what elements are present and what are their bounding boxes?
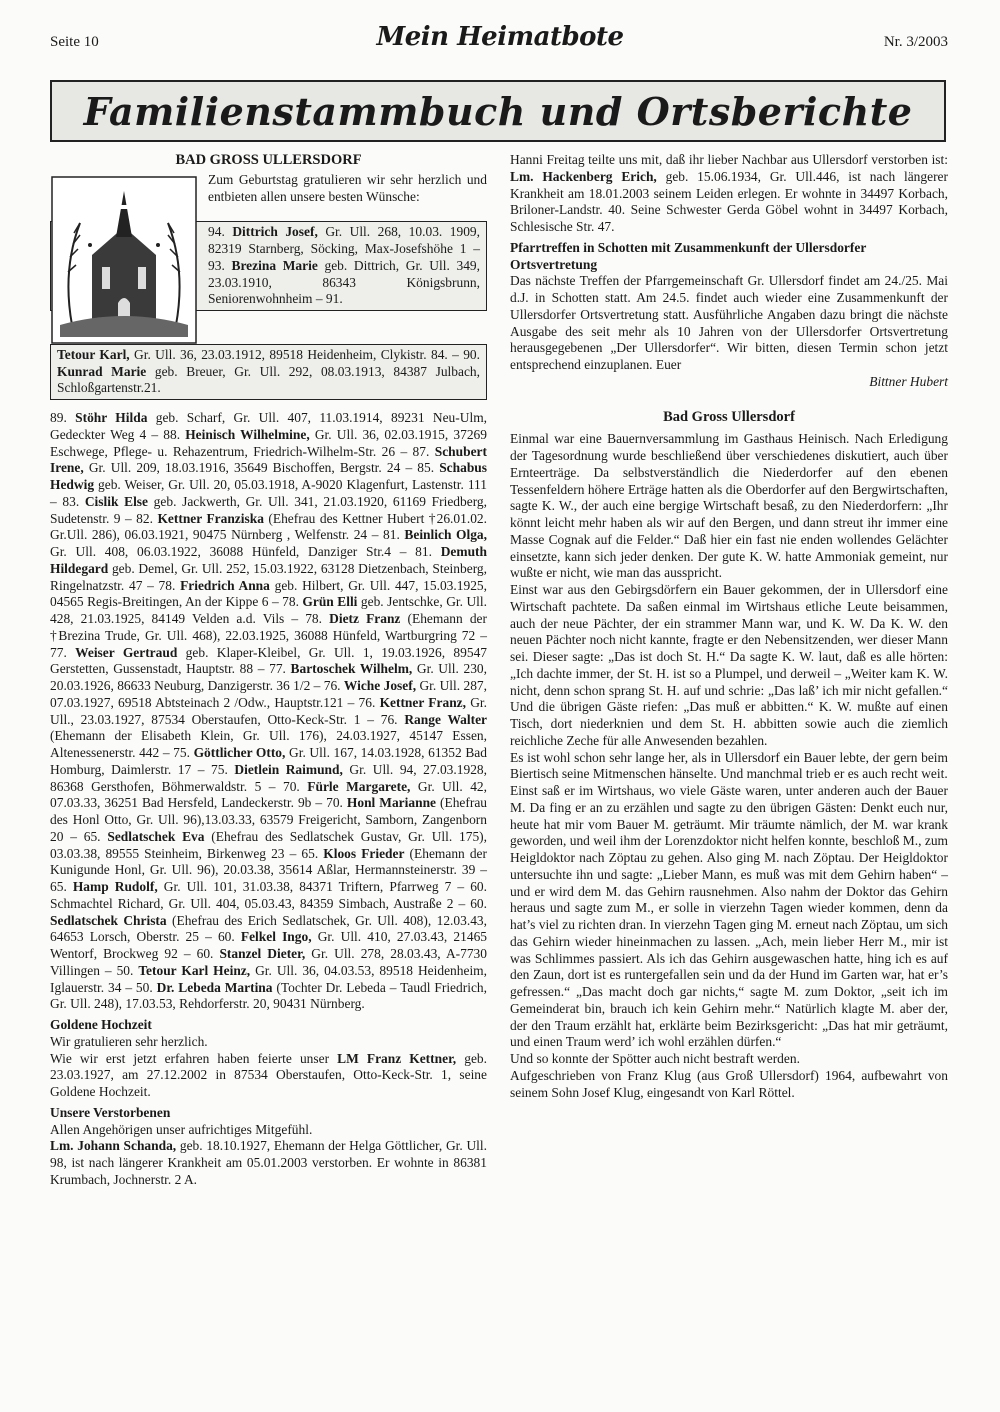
celebrant-name: Felkel Ingo,	[240, 929, 312, 945]
story-paragraph: Es ist wohl schon sehr lange her, als in Ullersdorf ein Bauer lebte, der gern beim Biertisch seine Mitmenschen hänselte. Und manchmal trieb er es auch recht weit.	[510, 749, 948, 782]
birthday-detail: geb. Klaper-Kleibel, Gr. Ull. 1, 19.03.1926, 89547 Gerstetten, Gussenstadt, Hauptstr. 88 – 77.	[50, 644, 488, 677]
birthday-detail: Gr. Ull., 23.03.1927, 87534 Oberstaufen, Otto-Keck-Str. 1 – 76.	[50, 694, 488, 727]
birthday-intro	[50, 172, 487, 345]
birthday-detail: geb. Scharf, Gr. Ull. 407, 11.03.1914, 89231 Neu-Ulm, Gedeckter Weg 4 – 88.	[50, 410, 488, 442]
celebrant-name: Beinlich Olga,	[404, 527, 487, 543]
birthday-detail: Gr. Ull. 167, 14.03.1928, 61352 Bad Homburg, Daimlerstr. 17 – 75.	[50, 745, 487, 777]
box-entries-top: 94. Dittrich Josef, Gr. Ull. 268, 10.03. 1909, 82319 Starnberg, Söcking, Max-Josefshöhe 1 – 93. Brezina Marie geb. Dittrich, Gr. Ull. 349, 23.03.1910, 86343 Königsbrunn, Seniorenwohnheim – 91.	[208, 224, 481, 307]
story-paragraph: Einst saß er im Wirtshaus, wo viele Gäste waren, unter anderen auch der Bauer M. Da fing er an zu erzählen und sagte zu den übrigen Gästen: Denkt euch nur, heute hat mir vom Bauer M. geträumt. Mir träumte nämlich, der M. war krank geworden, und weil ihm der Lorenzdoktor nicht helfen konnte, beschloß M., zum Heigldoktor nach Zöptau zu gehen. Also ging M. nach Zöptau. Der Heigldoktor untersuchte ihn und sagte: „Lieber Mann, es muß was mit dem Gehirn haben“ – und er wird dem M. das Gehirn rausnehmen. Also nahm der Doktor das Gehirn heraus und sagte zum M., er solle in vierzehn Tagen wieder kommen, denn da hat’s viel zu richten dran. In vierzehn Tagen ging M. erneut nach Zöptau, um sich das Gehirn wieder hineinmachen zu lassen. „Ach, mein lieber Herr M., mir ist was Schlimmes passiert. Als ich das Gehirn ausgewaschen hatte, hing ich es auf den Zaun, dort ist es runtergefallen sein und da der Hund im Garten war, hat er’s gefressen.“ „Das macht doch gar nichts,“ sagte M. zum Doktor, „seit ich im Gemeinderat bin, brauch ich kein Gehirn mehr.“ Natürlich klagte M. aber der, der den Traum erzählt hat, erklärte beim Bezirksgericht: „Das hat mir geträumt, und einen Traum werd’ ich wohl erzählen dürfen.“	[510, 783, 949, 1050]
page-number: Seite 10	[50, 34, 99, 50]
celebrant-name: Sedlatschek Eva	[107, 828, 205, 844]
celebrant-name: Weiser Gertraud	[75, 644, 178, 660]
celebrant-name: Honl Marianne	[346, 795, 437, 811]
celebrant-name: Range Walter	[404, 711, 487, 727]
banner-title: Familienstammbuch und Ortsberichte	[83, 88, 913, 134]
birthday-detail: geb. Jackwerth, Gr. Ull. 341, 21.03.1920, 61169 Friedberg, Sudetenstr. 9 – 82.	[50, 493, 488, 526]
celebrant-name: Hamp Rudolf,	[72, 879, 158, 894]
celebrant-name: Dr. Lebeda Martina	[156, 979, 273, 995]
section-banner	[50, 80, 946, 142]
birthday-detail: Gr. Ull. 209, 18.03.1916, 35649 Bischoffen, Bergstr. 24 – 85.	[83, 460, 440, 476]
birthday-detail: geb. Hilbert, Gr. Ull. 447, 15.03.1925, 04565 Regis-Breitingen, An der Kippe 6 – 78.	[50, 577, 487, 610]
section-heading: BAD GROSS ULLERSDORF	[175, 152, 362, 168]
celebrant-name: Fürle Margarete,	[307, 778, 411, 794]
birthday-detail: Gr. Ull. 42, 07.03.33, 36251 Bad Hersfeld, Landeckerstr. 9b – 70.	[50, 778, 487, 811]
birthday-detail: Gr. Ull. 408, 06.03.1922, 36088 Hünfeld, Danziger Str.4 – 81.	[50, 544, 441, 559]
golden-line1: Wir gratulieren sehr herzlich.	[50, 1033, 208, 1049]
celebrant-name: Dietz Franz	[329, 611, 401, 626]
celebrant-name: Dietlein Raimund,	[234, 761, 343, 777]
celebrant-name: Heinisch Wilhelmine,	[185, 426, 310, 442]
birthday-detail: Gr. Ull. 101, 31.03.38, 84371 Triftern, Pfarrweg 7 – 60. Schmachtel Richard, Gr. Ull. 404, 05.03.43, 84359 Simbach, Austraße 2 – 60.	[50, 879, 487, 911]
celebrant-name: Demuth Hildegard	[50, 544, 487, 576]
birthday-detail: Gr. Ull. 410, 27.03.43, 21465 Wentorf, Brockweg 92 – 60.	[50, 929, 488, 961]
celebrant-name: Tetour Karl Heinz,	[138, 962, 251, 978]
issue-number: Nr. 3/2003	[883, 34, 948, 50]
deceased-text: Lm. Johann Schanda, geb. 18.10.1927, Ehemann der Helga Göttlicher, Gr. Ull. 98, ist nach längerer Krankheit am 05.01.2003 verstorben. Er wohnte in 86381 Krumbach, Jochnerstr. 2 A.	[50, 1138, 487, 1187]
birthday-detail: (Ehemann der Kunigunde Honl, Gr. Ull. 96), 20.03.38, 35614 Aßlar, Hermannsteinerstr. 39 – 65.	[50, 845, 487, 894]
church-icon	[50, 175, 198, 345]
birthday-detail: (Ehefrau des Honl Otto, Gr. Ull. 96),13.03.33, 63579 Freigericht, Samborn, Zangenborn 20 – 65.	[50, 795, 488, 844]
celebrant-name: Grün Elli	[302, 594, 358, 610]
masthead-logo: Mein Heimatbote	[376, 22, 624, 52]
birthday-detail: (Ehefrau des Sedlatschek Gustav, Gr. Ull. 175), 03.03.38, 89555 Steinheim, Birkenweg 23 – 65.	[50, 828, 488, 861]
celebrant-name: Sedlatschek Christa	[50, 912, 167, 928]
celebrant-name: Schabus Hedwig	[50, 460, 487, 492]
story-paragraph: Einst war aus den Gebirgsdörfern ein Bauer gekommen, der in Ullersdorf eine Wirtschaft pachtete. Da saßen einmal im Wirtshaus etliche Leute beisammen, auch der neue Pächter, der ein strammer Mann war, und K. W. Da K. W. den neuen Pächter noch nicht kannte, fragte er den Nebensitzenden, wer dieser Mann sei. Dieser sagte: „Das ist doch St. H.“ Da sagte K. W. laut, daß es alle hörten: „Ich dachte immer, der St. H. ist so a Plumpel, und derweil – „Weiter kam K. W. nicht, denn schon sprang St. H. auf und schrie: „Das laß’ ich mir nicht gefallen.“ Und die übrigen Gäste riefen: „Das muß er abbitten.“ K. W. mußte auf einen Tisch, dort niederknien und dem St. H. abbitten sowie auch die ziemlich reichliche Zeche für alle Anwesenden bezahlen.	[510, 582, 948, 748]
deceased-line1: Allen Angehörigen unser aufrichtiges Mitgefühl.	[50, 1121, 313, 1137]
birthday-detail: 89.	[50, 410, 76, 425]
birthday-detail: Gr. Ull. 94, 27.03.1928, 86368 Gersthofen, Böhmerwaldstr. 5 – 70.	[50, 761, 487, 794]
celebrant-name: Kettner Franz,	[379, 694, 466, 710]
left-column	[50, 152, 487, 1189]
story-paragraph: Aufgeschrieben von Franz Klug (aus Groß Ullersdorf) 1964, aufbewahrt von seinem Sohn Josef Klug, eingesandt von Karl Röttel.	[510, 1067, 948, 1100]
deceased-heading: Unsere Verstorbenen	[50, 1104, 171, 1120]
birthday-detail: Gr. Ull. 278, 28.03.43, A-7730 Villingen – 50.	[50, 946, 487, 978]
celebrant-name: Bartoschek Wilhelm,	[290, 661, 413, 677]
celebrant-name: Göttlicher Otto,	[193, 745, 286, 760]
birthday-detail: (Ehefrau des Erich Sedlatschek, Gr. Ull. 408), 12.03.43, 64653 Lorsch, Oberstr. 25 – 60.	[50, 912, 487, 945]
intro-text: Zum Geburtstag gratulieren wir sehr herzlich und entbieten allen unsere besten Wünsche:	[208, 171, 487, 204]
celebrant-name: Friedrich Anna	[180, 577, 270, 593]
birthday-detail: Gr. Ull. 36, 02.03.1915, 37269 Eschwege, Pflege- u. Rehazentrum, Friedrich-Wilhelm-Str. 26 – 87.	[50, 426, 487, 459]
birthday-detail: (Ehefrau des Kettner Hubert †26.01.02. Gr.Ull. 286), 06.03.1921, 90475 Nürnberg , Welfenstr. 24 – 81.	[50, 510, 487, 543]
story-paragraph: Und so konnte der Spötter auch nicht bestraft werden.	[510, 1051, 800, 1066]
birthday-detail: Gr. Ull. 36, 04.03.53, 89518 Heidenheim, Iglauerstr. 34 – 50.	[50, 962, 487, 995]
birthday-detail: Gr. Ull. 287, 07.03.1927, 69518 Abtsteinach 2 /Odw., Hauptstr.121 – 76.	[50, 678, 488, 710]
celebrant-name: Schubert Irene,	[50, 443, 487, 476]
celebrant-name: Stanzel Dieter,	[219, 946, 306, 961]
right-column	[510, 152, 948, 1101]
birthday-detail: (Ehemann der †Brezina Trude, Gr. Ull. 468), 22.03.1925, 36088 Hünfeld, Wartburgring 72 – 77.	[50, 611, 487, 660]
story-paragraph: Einmal war eine Bauernversammlung im Gasthaus Heinisch. Nach Erledigung der Tagesordnung wurde beschließend über verschiedenes diskutiert, auch über Ernteerträge. Da selbstverständlich die Niederdorfer auf den ebenen Tessenfeldern höhere Erträge hatten als die Oberdorfer auf den Bergwirtschaften, sagte K. W., der auch eine bergige Wirtschaft besaß, zu den Niederdorfern: „Ihr könnt leicht mehr haben als wir auf den Bergen, und dann streut ihr immer eine Masse Cognak auf die Felder.“ Daß hier ein fast nie enden wollendes Gelächter einsetzte, kann sich jeder denken. Der gute K. W. hatte Ammoniak gemeint, nur wußte er nicht, wie man das ausspricht.	[510, 431, 948, 581]
celebrant-name: Cislik Else	[84, 493, 149, 509]
golden-text: Wie wir erst jetzt erfahren haben feierte unser LM Franz Kettner, geb. 23.03.1927, am 27.12.2002 in 87534 Oberstaufen, Otto-Keck-Str. 1, seine Goldene Hochzeit.	[50, 1050, 487, 1099]
story-body	[510, 431, 948, 1101]
celebrant-name: Kloos Frieder	[323, 845, 405, 861]
birthday-detail: geb. Demel, Gr. Ull. 252, 15.03.1922, 63128 Dietzenbach, Steinberg, Ringelnatzstr. 47 – 78.	[50, 560, 487, 593]
celebrant-name: Stöhr Hilda	[75, 410, 148, 425]
birthday-detail: Gr. Ull. 230, 20.03.1926, 86633 Neuburg, Danzigerstr. 36 1/2 – 76.	[50, 661, 487, 693]
birthday-box-bottom	[50, 344, 487, 400]
birthday-list	[50, 410, 487, 1013]
golden-heading: Goldene Hochzeit	[50, 1017, 152, 1032]
pfarrtreffen-text: Das nächste Treffen der Pfarrgemeinschaft Gr. Ullersdorf findet am 24./25. Mai d.J. in Schotten statt. Am 24.5. findet auch wieder eine Zusammenkunft der Ullersdorfer Ortsvertretung statt. Ausführliche Angaben dazu bringt die nächste Ausgabe des seit mehr als 10 Jahren von der Ullersdorfer Ortsvertretung herausgegebenen „Der Ullersdorfer“. Wir bitten, diesen Termin schon jetzt entsprechend einzuplanen. Euer	[510, 273, 948, 372]
birthday-detail: (Ehemann der Elisabeth Klein, Gr. Ull. 176), 24.03.1927, 45147 Essen, Altenessenerstr. 442 – 75.	[50, 728, 487, 760]
celebrant-name: Kettner Franziska	[157, 510, 264, 526]
pfarrtreffen-signature: Bittner Hubert	[869, 373, 948, 389]
birthday-detail: (Tochter Dr. Lebeda – Taudl Friedrich, Gr. Ull. 248), 17.03.53, Rehdorferstr. 20, 90431 Nürnberg.	[50, 979, 487, 1012]
birthday-detail: geb. Weiser, Gr. Ull. 20, 05.03.1918, A-9020 Klagenfurt, Lastenstr. 111 – 83.	[50, 477, 487, 509]
box-entries-bottom: Tetour Karl, Gr. Ull. 36, 23.03.1912, 89518 Heidenheim, Clykistr. 84. – 90. Kunrad Marie geb. Breuer, Gr. Ull. 292, 08.03.1913, 84387 Julbach, Schloßgartenstr.21.	[57, 346, 481, 396]
story-heading: Bad Gross Ullersdorf	[663, 408, 795, 425]
birthday-detail: geb. Jentschke, Gr. Ull. 428, 21.03.1925, 84149 Velden a.d. Vils – 78.	[50, 594, 487, 626]
pfarrtreffen-heading: Pfarrtreffen in Schotten mit Zusammenkunft der Ullersdorfer Ortsvertretung	[510, 239, 867, 272]
celebrant-name: Wiche Josef,	[343, 678, 417, 693]
hackenberg-notice: Hanni Freitag teilte uns mit, daß ihr lieber Nachbar aus Ullersdorf verstorben ist: Lm. Hackenberg Erich, geb. 15.06.1934, Gr. Ull.446, ist nach längerer Krankheit am 18.01.2003 seinem Leiden erlegen. Er wohnte in 34497 Korbach, Briloner-Landstr. 40. Seine Schwester Gerda Göbel wohnt in 34497 Korbach, Schlesische Str. 47.	[510, 152, 948, 234]
